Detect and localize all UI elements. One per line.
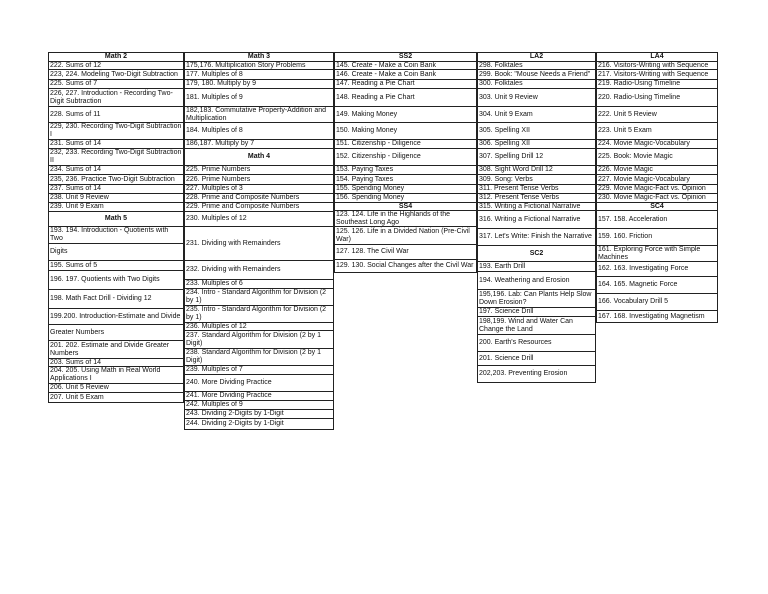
math3-lesson: 184. Multiples of 8: [185, 123, 333, 140]
math5-header: Math 5: [49, 212, 183, 227]
math4-lesson: 225. Prime Numbers: [185, 166, 333, 175]
math2-lesson: 231. Sums of 14: [49, 140, 183, 149]
math4-lesson: 231. Dividing with Remainders: [185, 227, 333, 261]
la4-lesson: 219. Radio-Using Timeline: [597, 80, 717, 89]
la4-lesson: 222. Unit 5 Review: [597, 107, 717, 123]
math2-lesson: 222. Sums of 12: [49, 62, 183, 70]
sc4-lesson: 166. Vocabulary Drill 5: [597, 294, 717, 311]
math2-header: Math 2: [49, 53, 183, 62]
sc2-lesson: 202,203. Preventing Erosion: [479, 370, 568, 377]
la2-lesson: 317. Let's Write: Finish the Narrative: [478, 229, 595, 246]
math5-lesson: 206. Unit 5 Review: [49, 384, 183, 393]
sc4-lesson: 159. 160. Friction: [597, 229, 717, 246]
math5-lesson: Greater Numbers: [49, 325, 183, 341]
ss2-lesson: 154. Paying Taxes: [335, 175, 476, 185]
math3-lesson: 179, 180. Multiply by 9: [185, 80, 333, 89]
la4-lesson: 217. Visitors-Writing with Sequence: [597, 70, 717, 80]
la2-lesson: 299. Book: "Mouse Needs a Friend": [478, 70, 595, 80]
math2-lesson: 238. Unit 9 Review: [49, 194, 183, 203]
sc4-lesson: 157. 158. Acceleration: [597, 211, 717, 229]
sc4-lesson: 161. Exploring Force with Simple Machines: [597, 246, 717, 262]
math4-lesson: 237. Standard Algorithm for Division (2 by 1 Digit): [185, 331, 333, 349]
ss2-lesson: 149. Making Money: [335, 107, 476, 123]
math2-lesson: 237. Sums of 14: [49, 185, 183, 194]
ss2-header: SS2: [335, 53, 476, 62]
math5-lesson: 196. 197. Quotients with Two Digits: [49, 271, 183, 290]
column-la4-sc4: [596, 52, 718, 323]
math4-lesson: 226. Prime Numbers: [185, 175, 333, 185]
math4-lesson: 236. Multiples of 12: [185, 323, 333, 331]
math4-header: Math 4: [185, 149, 333, 166]
math5-lesson: Digits: [49, 244, 183, 261]
math4-lesson: 234. Intro - Standard Algorithm for Division (2 by 1): [185, 289, 333, 306]
math4-lesson: 244. Dividing 2-Digits by 1-Digit: [186, 420, 284, 427]
ss4-header: SS4: [335, 203, 476, 211]
sc2-header: SC2: [478, 246, 595, 262]
math2-lesson: 223, 224. Modeling Two-Digit Subtraction: [49, 70, 183, 80]
sc2-lesson: 201. Science Drill: [478, 352, 595, 366]
sc2-lesson: 197. Science Drill: [478, 308, 595, 317]
math4-lesson: 229. Prime and Composite Numbers: [185, 203, 333, 212]
math5-lesson: 198. Math Fact Drill - Dividing 12: [49, 290, 183, 309]
la4-lesson: 225. Book: Movie Magic: [597, 149, 717, 166]
la2-lesson: 308. Sight Word Drill 12: [478, 166, 595, 175]
math4-lesson: 232. Dividing with Remainders: [185, 261, 333, 280]
math3-lesson: 181. Multiples of 9: [185, 89, 333, 107]
la2-lesson: 312. Present Tense Verbs: [478, 194, 595, 203]
math5-lesson: 203. Sums of 14: [49, 359, 183, 367]
math2-lesson: 225. Sums of 7: [49, 80, 183, 89]
math5-lesson: 193. 194. Introduction - Quotients with Two: [49, 227, 183, 244]
math2-lesson: 228. Sums of 11: [49, 107, 183, 123]
math4-lesson: 230. Multiples of 12: [185, 212, 333, 227]
la4-lesson: 216. Visitors-Writing with Sequence: [597, 62, 717, 70]
ss2-lesson: 153. Paying Taxes: [335, 166, 476, 175]
math5-lesson: 204. 205. Using Math in Real World Applications I: [49, 367, 183, 384]
la4-lesson: 226. Movie Magic: [597, 166, 717, 175]
sc2-lesson: 194. Weathering and Erosion: [478, 272, 595, 290]
sc4-lesson: 162. 163. Investigating Force: [597, 262, 717, 277]
math3-lesson: 175,176. Multiplication Story Problems: [185, 62, 333, 70]
math4-lesson: 227. Multiples of 3: [185, 185, 333, 194]
sc4-lesson: 164. 165. Magnetic Force: [597, 277, 717, 294]
math2-lesson: 234. Sums of 14: [49, 166, 183, 175]
sc4-lesson: 167. 168. Investigating Magnetism: [598, 312, 705, 320]
sc2-lesson: 195,196. Lab: Can Plants Help Slow Down Erosion?: [478, 290, 595, 308]
la4-lesson: 227. Movie Magic-Vocabulary: [597, 175, 717, 185]
math4-lesson: 240. More Dividing Practice: [185, 375, 333, 392]
sc4-header: SC4: [597, 203, 717, 211]
la4-lesson: 224. Movie Magic-Vocabulary: [597, 140, 717, 149]
la2-lesson: 316. Writing a Fictional Narrative: [478, 211, 595, 229]
math4-lesson: 243. Dividing 2-Digits by 1-Digit: [185, 410, 333, 419]
column-la2-sc2: [477, 52, 596, 383]
la2-lesson: 300. Folktales: [478, 80, 595, 89]
ss2-lesson: 152. Citizenship - Diligence: [335, 149, 476, 166]
ss4-lesson: 125. 126. Life in a Divided Nation (Pre-Civil War): [335, 227, 476, 245]
math5-lesson: 199.200. Introduction-Estimate and Divide: [49, 309, 183, 325]
la2-lesson: 309. Song: Verbs: [478, 175, 595, 185]
math5-lesson: 207. Unit 5 Exam: [50, 393, 104, 401]
ss4-lesson: 127. 128. The Civil War: [335, 245, 476, 260]
math5-lesson: 195. Sums of 5: [49, 261, 183, 271]
math3-lesson: 182,183. Commutative Property-Addition and Multiplication: [185, 107, 333, 123]
column-math3-math4: [184, 52, 334, 430]
la2-lesson: 304. Unit 9 Exam: [478, 107, 595, 123]
math3-header: Math 3: [185, 53, 333, 62]
ss2-lesson: 146. Create - Make a Coin Bank: [335, 70, 476, 80]
la2-lesson: 311. Present Tense Verbs: [478, 185, 595, 194]
la2-lesson: 307. Spelling Drill 12: [478, 149, 595, 166]
math4-lesson: 233. Multiples of 6: [185, 280, 333, 289]
math2-lesson: 226, 227. Introduction - Recording Two-Digit Subtraction: [49, 89, 183, 107]
math4-lesson: 241. More Dividing Practice: [185, 392, 333, 401]
math2-lesson: 239. Unit 9 Exam: [49, 203, 183, 212]
ss4-lesson: 129. 130. Social Changes after the Civil War: [336, 262, 474, 269]
ss2-lesson: 147. Reading a Pie Chart: [335, 80, 476, 89]
math4-lesson: 228. Prime and Composite Numbers: [185, 194, 333, 203]
la4-lesson: 220. Radio-Using Timeline: [597, 89, 717, 107]
math4-lesson: 238. Standard Algorithm for Division (2 by 1 Digit): [185, 349, 333, 366]
la2-lesson: 303. Unit 9 Review: [478, 89, 595, 107]
la4-lesson: 229. Movie Magic-Fact vs. Opinion: [597, 185, 717, 194]
ss2-lesson: 155. Spending Money: [335, 185, 476, 194]
math2-lesson: 235, 236. Practice Two-Digit Subtraction: [49, 175, 183, 185]
math4-lesson: 242. Multiples of 9: [185, 401, 333, 410]
column-ss2-ss4: [334, 52, 477, 273]
la4-header: LA4: [597, 53, 717, 62]
la4-lesson: 230. Movie Magic-Fact vs. Opinion: [597, 194, 717, 203]
ss2-lesson: 156. Spending Money: [335, 194, 476, 203]
la4-lesson: 223. Unit 5 Exam: [597, 123, 717, 140]
la2-lesson: 315. Writing a Fictional Narrative: [478, 203, 595, 211]
ss2-lesson: 151. Citizenship - Diligence: [335, 140, 476, 149]
math2-lesson: 232, 233. Recording Two-Digit Subtraction II: [50, 149, 182, 164]
math4-lesson: 239. Multiples of 7: [185, 366, 333, 375]
sc2-lesson: 198,199. Wind and Water Can Change the Land: [478, 317, 595, 335]
ss4-lesson: 123. 124. Life in the Highlands of the Southeast Long Ago: [335, 211, 476, 227]
ss2-lesson: 145. Create - Make a Coin Bank: [335, 62, 476, 70]
math2-lesson: 229, 230. Recording Two-Digit Subtraction I: [50, 123, 182, 138]
la2-header: LA2: [478, 53, 595, 62]
sc2-lesson: 193. Earth Drill: [478, 262, 595, 272]
ss2-lesson: 150. Making Money: [335, 123, 476, 140]
la2-lesson: 306. Spelling XII: [478, 140, 595, 149]
column-math2-math5: [48, 52, 184, 403]
la2-lesson: 305. Spelling XII: [478, 123, 595, 140]
la2-lesson: 298. Folktales: [478, 62, 595, 70]
sc2-lesson: 200. Earth's Resources: [478, 335, 595, 352]
math3-lesson: 186,187. Multiply by 7: [185, 140, 333, 149]
math4-lesson: 235. Intro - Standard Algorithm for Division (2 by 1): [185, 306, 333, 323]
math3-lesson: 177. Multiples of 8: [185, 70, 333, 80]
ss2-lesson: 148. Reading a Pie Chart: [335, 89, 476, 107]
math5-lesson: 201. 202. Estimate and Divide Greater Numbers: [49, 341, 183, 359]
